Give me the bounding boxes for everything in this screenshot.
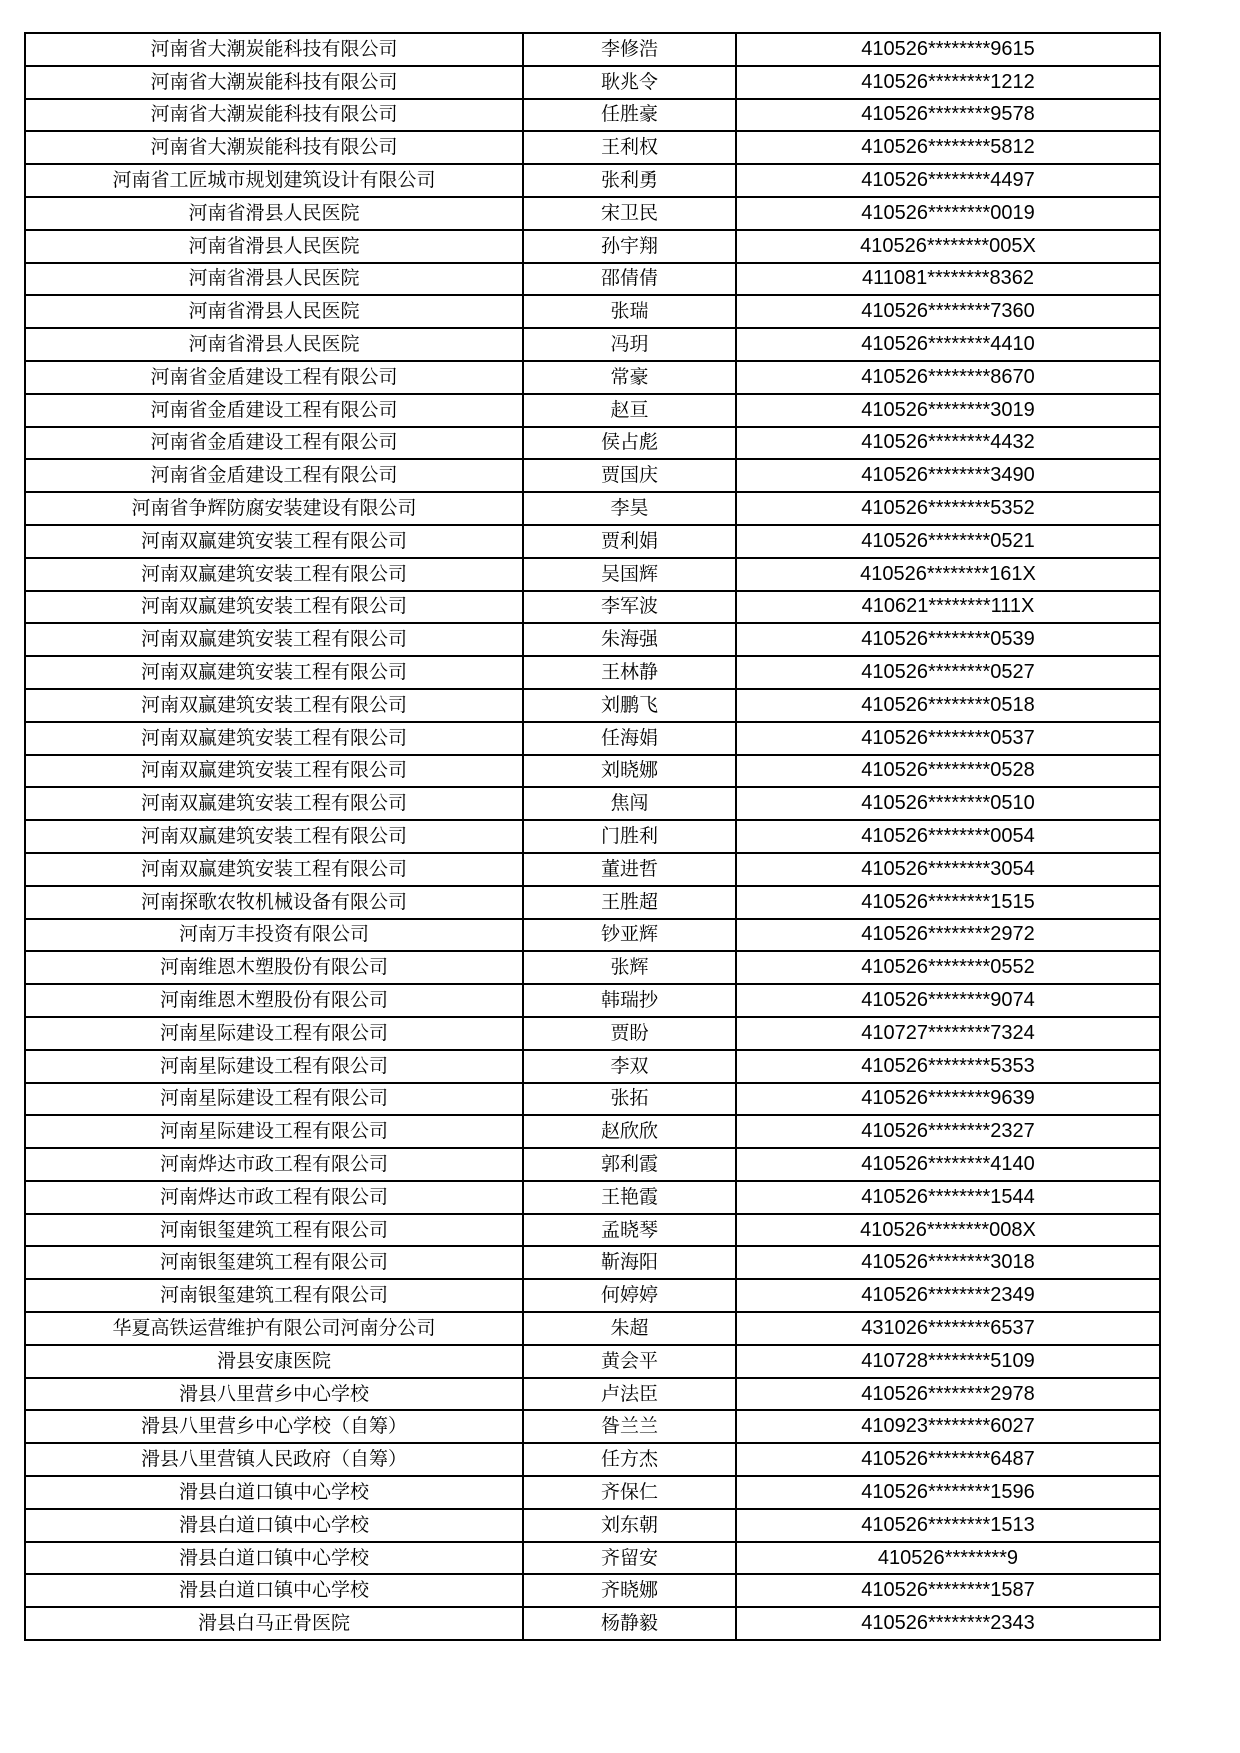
table-row — [25, 886, 1160, 919]
table-row — [25, 394, 1160, 427]
id-number-cell: 410526********005X — [736, 230, 1160, 263]
company-cell: 河南双赢建筑安装工程有限公司 — [25, 689, 523, 722]
id-number-cell: 410526********3018 — [736, 1246, 1160, 1279]
table-row — [25, 1476, 1160, 1509]
company-cell: 河南双赢建筑安装工程有限公司 — [25, 820, 523, 853]
name-cell: 杨静毅 — [523, 1607, 736, 1640]
id-number-cell: 410526********1513 — [736, 1509, 1160, 1542]
company-cell: 河南双赢建筑安装工程有限公司 — [25, 591, 523, 624]
id-number-cell: 410526********0510 — [736, 787, 1160, 820]
table-row — [25, 1214, 1160, 1247]
name-cell: 李双 — [523, 1050, 736, 1083]
id-number-cell: 410526********4497 — [736, 164, 1160, 197]
company-cell: 河南双赢建筑安装工程有限公司 — [25, 787, 523, 820]
id-number-cell: 410526********0019 — [736, 197, 1160, 230]
id-number-cell: 410526********1544 — [736, 1181, 1160, 1214]
table-row — [25, 755, 1160, 788]
company-cell: 华夏高铁运营维护有限公司河南分公司 — [25, 1312, 523, 1345]
table-row — [25, 492, 1160, 525]
table-row — [25, 131, 1160, 164]
id-number-cell: 431026********6537 — [736, 1312, 1160, 1345]
table-row — [25, 558, 1160, 591]
table-row — [25, 328, 1160, 361]
table-row — [25, 99, 1160, 132]
id-number-cell: 410526********1596 — [736, 1476, 1160, 1509]
table-row — [25, 1574, 1160, 1607]
name-cell: 郭利霞 — [523, 1148, 736, 1181]
company-cell: 河南星际建设工程有限公司 — [25, 1115, 523, 1148]
name-cell: 张拓 — [523, 1083, 736, 1116]
table-row — [25, 33, 1160, 66]
name-cell: 任海娟 — [523, 722, 736, 755]
id-number-cell: 410526********9578 — [736, 99, 1160, 132]
table-row — [25, 853, 1160, 886]
company-cell: 滑县安康医院 — [25, 1345, 523, 1378]
name-cell: 王利权 — [523, 131, 736, 164]
company-cell: 滑县白道口镇中心学校 — [25, 1574, 523, 1607]
table-row — [25, 951, 1160, 984]
company-cell: 河南省金盾建设工程有限公司 — [25, 394, 523, 427]
id-number-cell: 410526********2349 — [736, 1279, 1160, 1312]
table-row — [25, 1542, 1160, 1575]
id-number-cell: 410526********5353 — [736, 1050, 1160, 1083]
id-number-cell: 410526********0552 — [736, 951, 1160, 984]
name-cell: 昝兰兰 — [523, 1410, 736, 1443]
id-number-cell: 410526********4432 — [736, 427, 1160, 460]
id-number-cell: 410526********7360 — [736, 295, 1160, 328]
id-number-cell: 410526********5352 — [736, 492, 1160, 525]
company-cell: 河南省大潮炭能科技有限公司 — [25, 131, 523, 164]
name-cell: 贾利娟 — [523, 525, 736, 558]
table-row — [25, 459, 1160, 492]
name-cell: 吴国辉 — [523, 558, 736, 591]
table-row — [25, 295, 1160, 328]
table-row — [25, 525, 1160, 558]
table-row — [25, 361, 1160, 394]
company-cell: 滑县白道口镇中心学校 — [25, 1509, 523, 1542]
company-cell: 河南省金盾建设工程有限公司 — [25, 459, 523, 492]
company-cell: 河南探歌农牧机械设备有限公司 — [25, 886, 523, 919]
name-cell: 朱超 — [523, 1312, 736, 1345]
name-cell: 董进哲 — [523, 853, 736, 886]
table-row — [25, 1607, 1160, 1640]
name-cell: 任方杰 — [523, 1443, 736, 1476]
name-cell: 贾国庆 — [523, 459, 736, 492]
name-cell: 邵倩倩 — [523, 263, 736, 296]
company-cell: 河南烨达市政工程有限公司 — [25, 1148, 523, 1181]
name-cell: 耿兆令 — [523, 66, 736, 99]
name-cell: 常豪 — [523, 361, 736, 394]
name-cell: 侯占彪 — [523, 427, 736, 460]
table-row — [25, 263, 1160, 296]
company-cell: 滑县八里营乡中心学校 — [25, 1378, 523, 1411]
name-cell: 黄会平 — [523, 1345, 736, 1378]
name-cell: 李修浩 — [523, 33, 736, 66]
name-cell: 刘东朝 — [523, 1509, 736, 1542]
table-row — [25, 197, 1160, 230]
table-row — [25, 787, 1160, 820]
name-cell: 刘鹏飞 — [523, 689, 736, 722]
name-cell: 赵亘 — [523, 394, 736, 427]
table-row — [25, 230, 1160, 263]
name-cell: 冯玥 — [523, 328, 736, 361]
company-cell: 河南双赢建筑安装工程有限公司 — [25, 755, 523, 788]
table-row — [25, 1083, 1160, 1116]
name-cell: 靳海阳 — [523, 1246, 736, 1279]
company-cell: 河南星际建设工程有限公司 — [25, 1017, 523, 1050]
company-cell: 滑县八里营镇人民政府（自筹） — [25, 1443, 523, 1476]
company-cell: 滑县白马正骨医院 — [25, 1607, 523, 1640]
name-cell: 李军波 — [523, 591, 736, 624]
id-number-cell: 410526********9639 — [736, 1083, 1160, 1116]
company-cell: 河南省滑县人民医院 — [25, 295, 523, 328]
company-cell: 河南省滑县人民医院 — [25, 230, 523, 263]
table-row — [25, 984, 1160, 1017]
roster-sheet — [24, 32, 1157, 1641]
name-cell: 张瑞 — [523, 295, 736, 328]
id-number-cell: 410526********3054 — [736, 853, 1160, 886]
name-cell: 韩瑞抄 — [523, 984, 736, 1017]
id-number-cell: 410526********2343 — [736, 1607, 1160, 1640]
name-cell: 张辉 — [523, 951, 736, 984]
id-number-cell: 410526********9 — [736, 1542, 1160, 1575]
table-row — [25, 1115, 1160, 1148]
company-cell: 河南维恩木塑股份有限公司 — [25, 984, 523, 1017]
company-cell: 河南银玺建筑工程有限公司 — [25, 1279, 523, 1312]
id-number-cell: 410526********5812 — [736, 131, 1160, 164]
name-cell: 刘晓娜 — [523, 755, 736, 788]
id-number-cell: 410526********9615 — [736, 33, 1160, 66]
table-row — [25, 1312, 1160, 1345]
table-row — [25, 1345, 1160, 1378]
id-number-cell: 410526********8670 — [736, 361, 1160, 394]
name-cell: 李昊 — [523, 492, 736, 525]
name-cell: 王林静 — [523, 656, 736, 689]
table-row — [25, 1050, 1160, 1083]
company-cell: 河南烨达市政工程有限公司 — [25, 1181, 523, 1214]
table-row — [25, 1181, 1160, 1214]
company-cell: 滑县白道口镇中心学校 — [25, 1476, 523, 1509]
name-cell: 朱海强 — [523, 623, 736, 656]
company-cell: 滑县八里营乡中心学校（自筹） — [25, 1410, 523, 1443]
id-number-cell: 410526********0518 — [736, 689, 1160, 722]
company-cell: 河南省金盾建设工程有限公司 — [25, 361, 523, 394]
table-row — [25, 656, 1160, 689]
id-number-cell: 410526********1587 — [736, 1574, 1160, 1607]
id-number-cell: 410526********4410 — [736, 328, 1160, 361]
name-cell: 王胜超 — [523, 886, 736, 919]
id-number-cell: 410526********3019 — [736, 394, 1160, 427]
id-number-cell: 410526********3490 — [736, 459, 1160, 492]
name-cell: 张利勇 — [523, 164, 736, 197]
company-cell: 河南省滑县人民医院 — [25, 328, 523, 361]
id-number-cell: 410526********0528 — [736, 755, 1160, 788]
company-cell: 河南双赢建筑安装工程有限公司 — [25, 558, 523, 591]
company-cell: 河南星际建设工程有限公司 — [25, 1083, 523, 1116]
company-cell: 河南双赢建筑安装工程有限公司 — [25, 525, 523, 558]
id-number-cell: 410526********1515 — [736, 886, 1160, 919]
roster-table — [24, 32, 1161, 1641]
company-cell: 河南省滑县人民医院 — [25, 197, 523, 230]
name-cell: 齐晓娜 — [523, 1574, 736, 1607]
id-number-cell: 410923********6027 — [736, 1410, 1160, 1443]
name-cell: 齐保仁 — [523, 1476, 736, 1509]
company-cell: 滑县白道口镇中心学校 — [25, 1542, 523, 1575]
name-cell: 王艳霞 — [523, 1181, 736, 1214]
id-number-cell: 410526********0539 — [736, 623, 1160, 656]
id-number-cell: 410526********0527 — [736, 656, 1160, 689]
name-cell: 钞亚辉 — [523, 919, 736, 952]
id-number-cell: 410621********111X — [736, 591, 1160, 624]
company-cell: 河南省工匠城市规划建筑设计有限公司 — [25, 164, 523, 197]
table-row — [25, 427, 1160, 460]
id-number-cell: 410526********0537 — [736, 722, 1160, 755]
table-row — [25, 66, 1160, 99]
name-cell: 宋卫民 — [523, 197, 736, 230]
table-row — [25, 820, 1160, 853]
table-row — [25, 1246, 1160, 1279]
table-row — [25, 591, 1160, 624]
id-number-cell: 410526********4140 — [736, 1148, 1160, 1181]
id-number-cell: 410526********008X — [736, 1214, 1160, 1247]
name-cell: 门胜利 — [523, 820, 736, 853]
company-cell: 河南银玺建筑工程有限公司 — [25, 1246, 523, 1279]
name-cell: 何婷婷 — [523, 1279, 736, 1312]
company-cell: 河南银玺建筑工程有限公司 — [25, 1214, 523, 1247]
id-number-cell: 410526********6487 — [736, 1443, 1160, 1476]
name-cell: 赵欣欣 — [523, 1115, 736, 1148]
table-row — [25, 1148, 1160, 1181]
company-cell: 河南省争辉防腐安装建设有限公司 — [25, 492, 523, 525]
company-cell: 河南双赢建筑安装工程有限公司 — [25, 722, 523, 755]
table-row — [25, 1017, 1160, 1050]
roster-table-body — [25, 33, 1160, 1640]
company-cell: 河南省金盾建设工程有限公司 — [25, 427, 523, 460]
table-row — [25, 722, 1160, 755]
name-cell: 齐留安 — [523, 1542, 736, 1575]
table-row — [25, 164, 1160, 197]
company-cell: 河南双赢建筑安装工程有限公司 — [25, 656, 523, 689]
name-cell: 卢法臣 — [523, 1378, 736, 1411]
table-row — [25, 1443, 1160, 1476]
id-number-cell: 410727********7324 — [736, 1017, 1160, 1050]
id-number-cell: 411081********8362 — [736, 263, 1160, 296]
id-number-cell: 410526********0054 — [736, 820, 1160, 853]
table-row — [25, 623, 1160, 656]
company-cell: 河南省大潮炭能科技有限公司 — [25, 99, 523, 132]
company-cell: 河南万丰投资有限公司 — [25, 919, 523, 952]
name-cell: 孙宇翔 — [523, 230, 736, 263]
company-cell: 河南星际建设工程有限公司 — [25, 1050, 523, 1083]
id-number-cell: 410526********1212 — [736, 66, 1160, 99]
id-number-cell: 410526********161X — [736, 558, 1160, 591]
id-number-cell: 410526********2972 — [736, 919, 1160, 952]
id-number-cell: 410526********9074 — [736, 984, 1160, 1017]
id-number-cell: 410728********5109 — [736, 1345, 1160, 1378]
table-row — [25, 919, 1160, 952]
company-cell: 河南省大潮炭能科技有限公司 — [25, 33, 523, 66]
table-row — [25, 1378, 1160, 1411]
id-number-cell: 410526********2327 — [736, 1115, 1160, 1148]
table-row — [25, 1279, 1160, 1312]
table-row — [25, 1410, 1160, 1443]
table-row — [25, 1509, 1160, 1542]
id-number-cell: 410526********0521 — [736, 525, 1160, 558]
name-cell: 孟晓琴 — [523, 1214, 736, 1247]
name-cell: 焦闯 — [523, 787, 736, 820]
company-cell: 河南双赢建筑安装工程有限公司 — [25, 623, 523, 656]
company-cell: 河南省滑县人民医院 — [25, 263, 523, 296]
company-cell: 河南省大潮炭能科技有限公司 — [25, 66, 523, 99]
name-cell: 贾盼 — [523, 1017, 736, 1050]
table-row — [25, 689, 1160, 722]
company-cell: 河南维恩木塑股份有限公司 — [25, 951, 523, 984]
company-cell: 河南双赢建筑安装工程有限公司 — [25, 853, 523, 886]
name-cell: 任胜豪 — [523, 99, 736, 132]
id-number-cell: 410526********2978 — [736, 1378, 1160, 1411]
